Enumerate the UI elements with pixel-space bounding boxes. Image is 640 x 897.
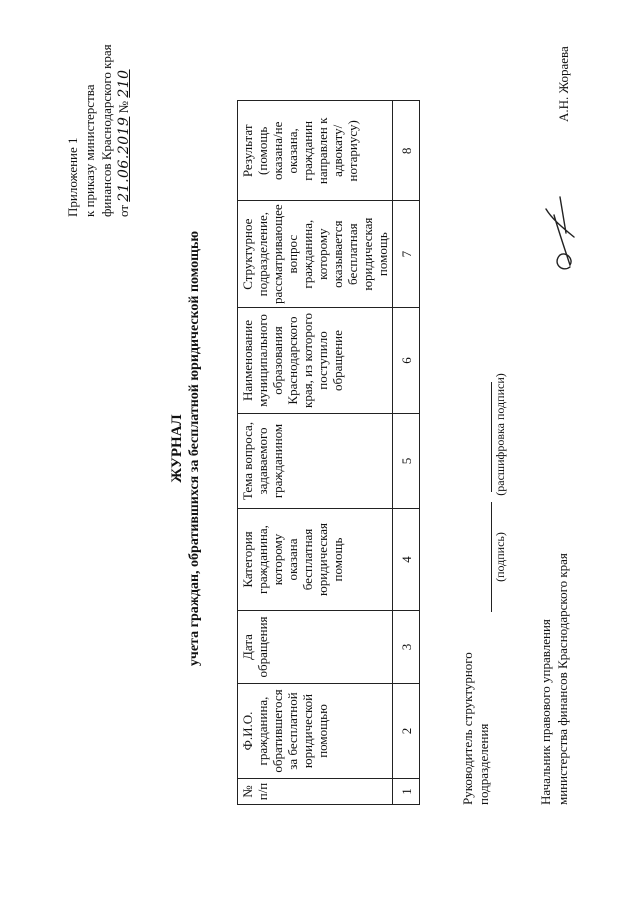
appendix-line: финансов Краснодарского края xyxy=(99,44,114,217)
document-title: ЖУРНАЛ xyxy=(169,414,185,483)
column-number-cell: 3 xyxy=(393,611,420,684)
header-cell-department: Структурное подразделение, рассматривающее вопрос гражданина, которому оказывается бесплатная юридическая помощь xyxy=(238,201,393,308)
appendix-date-line xyxy=(115,17,133,217)
column-number-cell: 4 xyxy=(393,509,420,611)
chief-name: А.Н. Жораева xyxy=(556,46,571,122)
appendix-header xyxy=(64,17,133,217)
table-header-row xyxy=(238,101,393,805)
header-cell-category: Категория гражданина, которому оказана бесплатная юридическая помощь xyxy=(238,509,393,611)
header-cell-topic: Тема вопроса, задаваемого гражданином xyxy=(238,414,393,509)
document-subtitle: учета граждан, обратившихся за бесплатной юридической помощью xyxy=(187,230,202,667)
signature-caption: (подпись) xyxy=(493,532,507,582)
header-cell-date: Дата обращения xyxy=(238,611,393,684)
signature-line xyxy=(491,502,492,612)
decoding-line xyxy=(491,382,492,492)
column-number-cell: 1 xyxy=(393,779,420,805)
appendix-line: Приложение 1 xyxy=(65,137,80,217)
chief-title xyxy=(537,385,571,805)
journal-table xyxy=(237,100,420,805)
column-number-cell: 8 xyxy=(393,101,420,201)
table-number-row xyxy=(393,101,420,805)
column-number-cell: 6 xyxy=(393,308,420,414)
handwritten-number: 210 xyxy=(116,69,132,98)
chief-title-line: Начальник правового управления xyxy=(538,619,553,805)
header-cell-number: № п/п xyxy=(238,779,393,805)
decoding-caption: (расшифровка подписи) xyxy=(493,373,507,496)
header-cell-municipality: Наименование муниципального образования Краснодарского края, из которого поступило обращение xyxy=(238,308,393,414)
appendix-line: к приказу министерства xyxy=(82,84,97,217)
date-prefix: от xyxy=(116,204,131,217)
column-number-cell: 5 xyxy=(393,414,420,509)
handwritten-date: 21.06.2019 xyxy=(116,116,132,202)
header-cell-result: Результат (помощь оказана/не оказана, гражданин направлен к адвокату/ нотариусу) xyxy=(238,101,393,201)
header-cell-fio: Ф.И.О. гражданина, обратившегося за бесплатной юридической помощью xyxy=(238,684,393,779)
number-prefix: № xyxy=(116,100,131,114)
chief-title-line: министерства финансов Краснодарского края xyxy=(555,553,570,805)
head-of-unit-label: Руководитель структурного подразделения xyxy=(460,652,491,805)
handwritten-signature xyxy=(540,187,580,277)
column-number-cell: 2 xyxy=(393,684,420,779)
column-number-cell: 7 xyxy=(393,201,420,308)
